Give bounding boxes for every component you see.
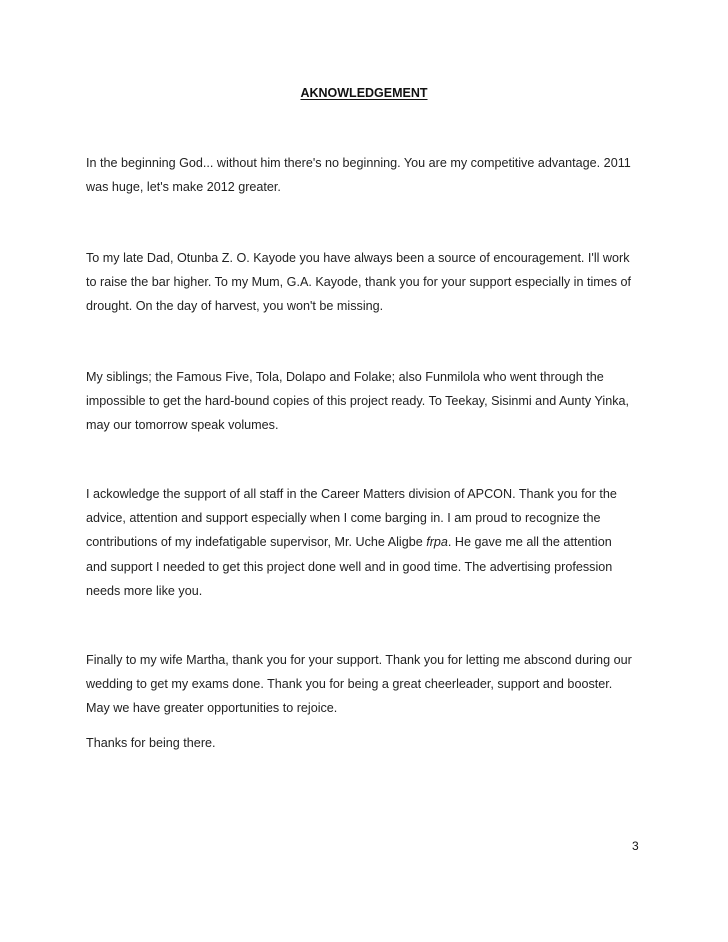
text-line: to raise the bar higher. To my Mum, G.A. Kayode, thank you for your support especially in times of [86, 275, 632, 290]
paragraph-apcon-staff [86, 482, 646, 603]
text-line-supervisor [86, 530, 646, 554]
text-line: May we have greater opportunities to rejoice. [86, 701, 338, 716]
text-line: To my late Dad, Otunba Z. O. Kayode you have always been a source of encouragement. I'll work [86, 251, 630, 265]
text-line: needs more like you. [86, 583, 203, 598]
text-line: Thanks for being there. [86, 736, 216, 750]
text-line: My siblings; the Famous Five, Tola, Dolapo and Folake; also Funmilola who went through the [86, 370, 604, 384]
italic-title-frpa: frpa [426, 535, 448, 550]
paragraph-parents [86, 246, 646, 319]
page-title: AKNOWLEDGEMENT [300, 86, 428, 100]
text-line: was huge, let's make 2012 greater. [86, 180, 281, 195]
text-line: may our tomorrow speak volumes. [86, 418, 279, 433]
paragraph-wife [86, 648, 646, 721]
page-number: 3 [632, 839, 639, 853]
text-line: drought. On the day of harvest, you won't be missing. [86, 299, 384, 314]
paragraph-faith [86, 151, 646, 199]
text-line: and support I needed to get this project done well and in good time. The advertising profession [86, 559, 613, 574]
text-line: advice, attention and support especially when I come barging in. I am proud to recognize the [86, 511, 601, 526]
paragraph-closing [86, 731, 646, 755]
text-line: impossible to get the hard-bound copies of this project ready. To Teekay, Sisinmi and Aunty Yinka, [86, 394, 630, 409]
text-line: I ackowledge the support of all staff in the Career Matters division of APCON. Thank you for the [86, 487, 617, 501]
text-segment: contributions of my indefatigable supervisor, Mr. Uche Aligbe [86, 535, 427, 550]
text-segment: . He gave me all the attention [447, 535, 612, 550]
text-line: Finally to my wife Martha, thank you for your support. Thank you for letting me abscond during our [86, 653, 632, 667]
text-line: In the beginning God... without him there's no beginning. You are my competitive advantage. 2011 [86, 156, 631, 170]
paragraph-siblings [86, 365, 646, 438]
text-line: wedding to get my exams done. Thank you for being a great cheerleader, support and booster. [86, 677, 613, 692]
